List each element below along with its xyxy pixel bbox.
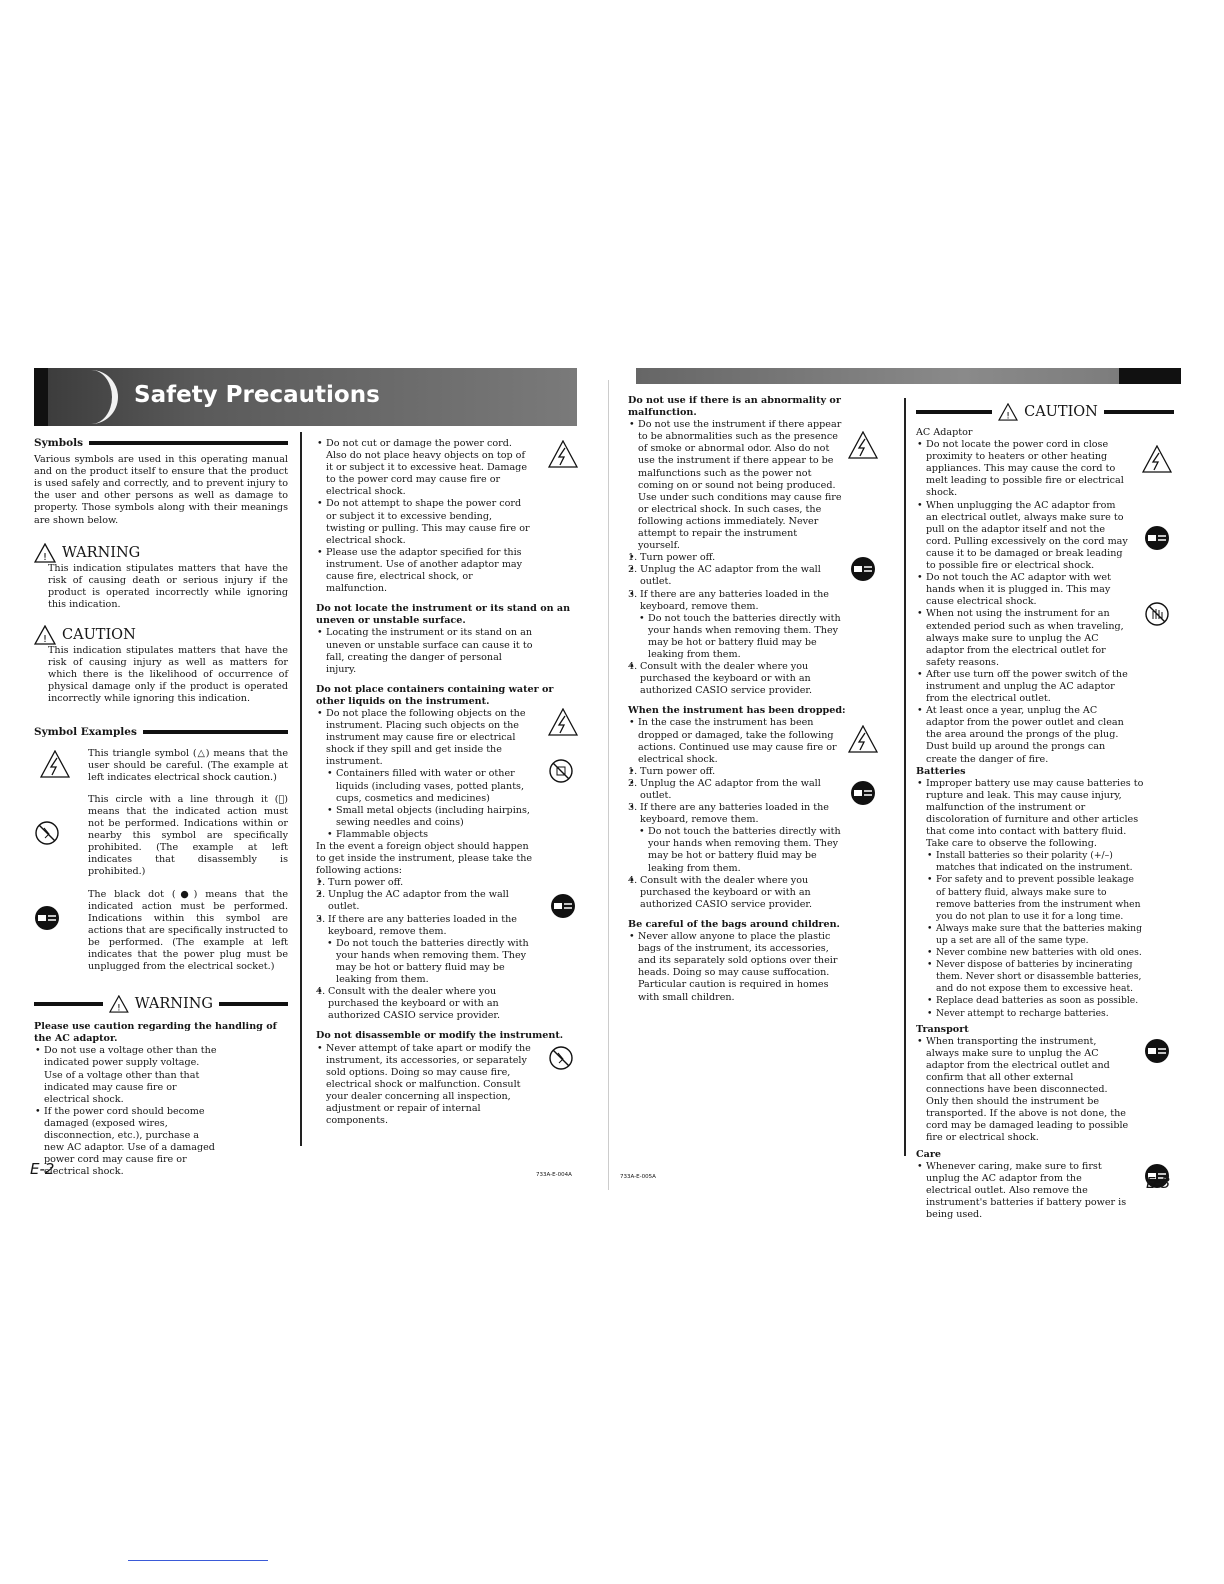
example-triangle-text: This triangle symbol (△) means that the user should be careful. (The example at left indicates electrical shock caution.) <box>88 747 288 783</box>
list-item: • At least once a year, unplug the AC adaptor from the power outlet and clean the area around the prongs of the plug. Dust build up around the prongs can create the danger of fire. <box>916 705 1130 765</box>
care-heading: Care <box>916 1148 942 1160</box>
list-item: • 4. Consult with the dealer where you purchased the keyboard or with an authorized CASIO service provider. <box>628 661 842 697</box>
list-item: • 1. Turn power off. <box>628 552 842 564</box>
disassembly-prohibited-icon <box>548 1045 574 1071</box>
list-item: • Never allow anyone to place the plastic bags of the instrument, its accessories, and its separately sold options over their heads. Doing so may cause suffocation. Particular caution is required in homes with small children. <box>628 931 842 1004</box>
unplug-instruction-icon <box>1144 1038 1170 1064</box>
electric-shock-triangle-icon <box>848 431 878 459</box>
svg-text:!: ! <box>1006 411 1010 421</box>
warning-label: WARNING <box>62 544 141 561</box>
column-1 <box>34 437 288 1178</box>
list-item: • Do not touch the batteries directly with your hands when removing them. They may be hot or battery fluid may be leaking from them. <box>326 938 534 986</box>
caution-bar <box>916 403 1174 421</box>
warning-triangle-icon <box>109 995 129 1013</box>
list-item-text: Unplug the AC adaptor from the wall outlet. <box>328 889 509 913</box>
document-code-right: 733A-E-005A <box>620 1174 656 1180</box>
list-item-text: Turn power off. <box>328 877 404 889</box>
dropped-heading: When the instrument has been dropped: <box>628 705 846 717</box>
svg-text:!: ! <box>42 634 48 646</box>
list-item: • Install batteries so their polarity (+/–) matches that indicated on the instrument. <box>926 850 1144 874</box>
svg-text:!: ! <box>42 551 48 563</box>
uneven-surface-heading: Do not locate the instrument or its stand on an uneven or unstable surface. <box>316 603 571 627</box>
caution-bar-label: CAUTION <box>1024 403 1098 420</box>
unplug-instruction-icon <box>1144 525 1170 551</box>
list-item-text: If there are any batteries loaded in the keyboard, remove them. <box>640 588 829 612</box>
electric-shock-triangle-icon <box>548 708 578 736</box>
list-item: • Do not touch the batteries directly with your hands when removing them. They may be hot or battery fluid may be leaking from them. <box>638 613 842 661</box>
list-item: • If the power cord should become damaged (exposed wires, disconnection, etc.), purchase a new AC adaptor. Use of a damaged power cord may cause fire or electrical shock. <box>34 1106 218 1179</box>
caution-label: CAUTION <box>62 626 136 643</box>
list-item: • Please use the adaptor specified for this instrument. Use of another adaptor may cause fire, electrical shock, or malfunction. <box>316 547 534 595</box>
header-bar-end-mark <box>1119 368 1181 384</box>
list-item-text: Turn power off. <box>640 765 716 777</box>
list-item: • Do not touch the batteries directly with your hands when removing them. They may be hot or battery fluid may be leaking from them. <box>638 826 842 874</box>
list-item: • Flammable objects <box>326 829 534 841</box>
electric-shock-triangle-icon <box>848 725 878 753</box>
list-item: • Locating the instrument or its stand on an uneven or unstable surface can cause it to fall, creating the danger of personal injury. <box>316 627 534 675</box>
caution-text: This indication stipulates matters that have the risk of causing injury as well as matters for which there is the likelihood of occurrence of physical damage only if the product is operated incorrectly while ignoring this indication. <box>48 645 288 705</box>
list-item: • Do not locate the power cord in close proximity to heaters or other heating appliances. This may cause the cord to melt leading to possible fire or electrical shock. <box>916 439 1130 499</box>
bracket-curve-mark <box>82 370 118 424</box>
list-item: • Never attempt of take apart or modify the instrument, its accessories, or separately sold options. Doing so may cause fire, electrical shock or malfunction. Consult your dealer concerning all inspection, adjustment or repair of internal components. <box>316 1043 534 1128</box>
header-bar-right <box>636 368 1181 384</box>
list-item: • 2. Unplug the AC adaptor from the wall outlet. <box>316 889 534 913</box>
list-item-text: Turn power off. <box>640 552 716 564</box>
disassemble-heading: Do not disassemble or modify the instrument. <box>316 1030 564 1042</box>
caution-triangle-icon <box>34 625 56 645</box>
list-item: • After use turn off the power switch of the instrument and unplug the AC adaptor from the electrical outlet. <box>916 669 1130 705</box>
column-3 <box>628 395 882 1004</box>
warning-triangle-icon <box>34 543 56 563</box>
bracket-left-mark <box>34 368 48 426</box>
ac-adaptor-heading: Please use caution regarding the handling of the AC adaptor. <box>34 1021 277 1045</box>
warning-bar-label: WARNING <box>134 996 213 1013</box>
document-code-left: 733A-E-004A <box>536 1172 572 1178</box>
svg-text:!: ! <box>117 1003 121 1014</box>
warning-text: This indication stipulates matters that have the risk of causing death or serious injury if the product is operated incorrectly while ignoring this indication. <box>48 562 288 610</box>
list-item: • Whenever caring, make sure to first unplug the AC adaptor from the electrical outlet. Also remove the instrument's batteries if battery power is being used. <box>916 1161 1130 1221</box>
list-item: • For safety and to prevent possible leakage of battery fluid, always make sure to remove batteries from the instrument when you do not plan to use it for a long time. <box>926 874 1144 922</box>
list-item: • Do not use a voltage other than the indicated power supply voltage. Use of a voltage other than that indicated may cause fire or electrical shock. <box>34 1045 218 1105</box>
list-item: • Containers filled with water or other liquids (including vases, potted plants, cups, cosmetics and medicines) <box>326 768 534 804</box>
unplug-instruction-icon <box>550 893 576 919</box>
example-circle-text: This circle with a line through it (⃠) means that the indicated action must not be performed. Indications within or nearby this symbol are specifically prohibited. (The example at left indicates that disassembly is prohibited.) <box>88 793 288 878</box>
list-item: • When unplugging the AC adaptor from an electrical outlet, always make sure to pull on the adaptor itself and not the cord. Pulling excessively on the cord may cause it to be damaged or break leading to possible fire or electrical shock. <box>916 500 1130 573</box>
caution-triangle-icon <box>998 403 1018 421</box>
ac-adaptor-subheading: AC Adaptor <box>916 427 973 438</box>
list-item: • Small metal objects (including hairpins, sewing needles and coins) <box>326 805 534 829</box>
page-fold <box>608 380 609 1190</box>
list-item-text: Consult with the dealer where you purchased the keyboard or with an authorized CASIO service provider. <box>328 986 500 1022</box>
list-item: • 2. Unplug the AC adaptor from the wall outlet. <box>628 564 842 588</box>
list-item: • Do not use the instrument if there appear to be abnormalities such as the presence of smoke or abnormal odor. Also do not use the instrument if there appear to be malfunctions such as the power not coming on or sound not being produced. Use under such conditions may cause fire or electrical shock. In such cases, the following actions immediately. Never attempt to repair the instrument yourself. <box>628 419 842 552</box>
list-item: • 1. Turn power off. <box>316 877 534 889</box>
bags-heading: Be careful of the bags around children. <box>628 918 840 930</box>
symbols-text: Various symbols are used in this operating manual and on the product itself to ensure that the product is used safely and correctly, and to prevent injury to the user and other persons as well as damage to property. Those symbols along with their meanings are shown below. <box>34 454 288 526</box>
list-item-text: If there are any batteries loaded in the keyboard, remove them. <box>328 913 517 937</box>
unplug-instruction-icon <box>34 905 60 931</box>
list-item: • Replace dead batteries as soon as possible. <box>926 995 1144 1007</box>
header-banner <box>34 368 577 426</box>
list-item: • In the case the instrument has been dropped or damaged, take the following actions. Continued use may cause fire or electrical shock. <box>628 717 842 765</box>
transport-heading: Transport <box>916 1023 969 1035</box>
list-item: • Improper battery use may cause batteries to rupture and leak. This may cause injury, malfunction of the instrument or discoloration of furniture and other articles that come into contact with battery fluid. Take care to observe the following. <box>916 778 1144 851</box>
list-item-text: Consult with the dealer where you purchased the keyboard or with an authorized CASIO service provider. <box>640 661 812 697</box>
no-liquids-prohibited-icon <box>548 758 574 784</box>
list-item: • Do not attempt to shape the power cord or subject it to excessive bending, twisting or pulling. This may cause fire or electrical shock. <box>316 498 534 546</box>
list-item: • When transporting the instrument, always make sure to unplug the AC adaptor from the electrical outlet and confirm that all other external connections have been disconnected. Only then should the instrument be transported. If the above is not done, the cord may be damaged leading to possible fire or electrical shock. <box>916 1036 1130 1145</box>
unplug-instruction-icon <box>850 780 876 806</box>
foreign-object-text: In the event a foreign object should happen to get inside the instrument, please take the following actions: <box>316 841 533 877</box>
list-item: • 3. If there are any batteries loaded in the keyboard, remove them. <box>316 914 534 938</box>
disassembly-prohibited-icon <box>34 820 60 846</box>
column-4 <box>916 403 1174 1221</box>
list-item-text: Unplug the AC adaptor from the wall outlet. <box>640 777 821 801</box>
list-item: • Never combine new batteries with old ones. <box>926 947 1144 959</box>
symbol-examples-heading: Symbol Examples <box>34 725 137 738</box>
example-dot-text: The black dot (●) means that the indicated action must be performed. Indications within this symbol are actions that are specifically instructed to be performed. (The example at left indicates that the power plug must be unplugged from the electrical socket.) <box>88 888 288 973</box>
list-item: • 1. Turn power off. <box>628 766 842 778</box>
page-number-right: E-3 <box>1146 1174 1171 1192</box>
liquids-heading: Do not place containers containing water or other liquids on the instrument. <box>316 683 554 707</box>
list-item: • Do not touch the AC adaptor with wet hands when it is plugged in. This may cause electrical shock. <box>916 572 1130 608</box>
warning-label-row <box>34 543 288 563</box>
list-item: • 3. If there are any batteries loaded in the keyboard, remove them. <box>628 589 842 613</box>
caution-label-row <box>34 625 288 645</box>
list-item-text: Unplug the AC adaptor from the wall outlet. <box>640 564 821 588</box>
list-item: • 4. Consult with the dealer where you purchased the keyboard or with an authorized CASIO service provider. <box>316 986 534 1022</box>
symbols-heading: Symbols <box>34 437 84 449</box>
list-item: • When not using the instrument for an extended period such as when traveling, always make sure to unplug the AC adaptor from the electrical outlet for safety reasons. <box>916 608 1130 668</box>
page-number-left: E-2 <box>30 1160 55 1178</box>
list-item: • Do not cut or damage the power cord. Also do not place heavy objects on top of it or subject it to excessive heat. Damage to the power cord may cause fire or electrical shock. <box>316 438 534 498</box>
electric-shock-triangle-icon <box>548 440 578 468</box>
list-item: • Never attempt to recharge batteries. <box>926 1008 1144 1020</box>
electric-shock-triangle-icon <box>1142 445 1172 473</box>
unplug-instruction-icon <box>850 556 876 582</box>
column-rule <box>904 398 906 1156</box>
list-item: • 4. Consult with the dealer where you purchased the keyboard or with an authorized CASIO service provider. <box>628 875 842 911</box>
list-item: • 2. Unplug the AC adaptor from the wall outlet. <box>628 778 842 802</box>
list-item: • Never dispose of batteries by incinerating them. Never short or disassemble batteries, and do not expose them to excessive heat. <box>926 959 1144 995</box>
list-item: • 3. If there are any batteries loaded in the keyboard, remove them. <box>628 802 842 826</box>
abnormality-heading: Do not use if there is an abnormality or malfunction. <box>628 395 841 419</box>
no-wet-hands-icon <box>1144 601 1170 627</box>
page-title: Safety Precautions <box>134 382 380 408</box>
bottom-rule <box>128 1560 268 1561</box>
warning-bar <box>34 995 288 1013</box>
list-item: • Do not place the following objects on the instrument. Placing such objects on the instrument may cause fire or electrical shock if they spill and get inside the instrument. <box>316 708 534 768</box>
electric-shock-triangle-icon <box>40 750 70 778</box>
batteries-heading: Batteries <box>916 765 966 777</box>
list-item: • Always make sure that the batteries making up a set are all of the same type. <box>926 923 1144 947</box>
column-rule <box>300 432 302 1146</box>
column-2 <box>316 438 578 1127</box>
list-item-text: Consult with the dealer where you purchased the keyboard or with an authorized CASIO service provider. <box>640 874 812 910</box>
list-item-text: If there are any batteries loaded in the keyboard, remove them. <box>640 802 829 826</box>
